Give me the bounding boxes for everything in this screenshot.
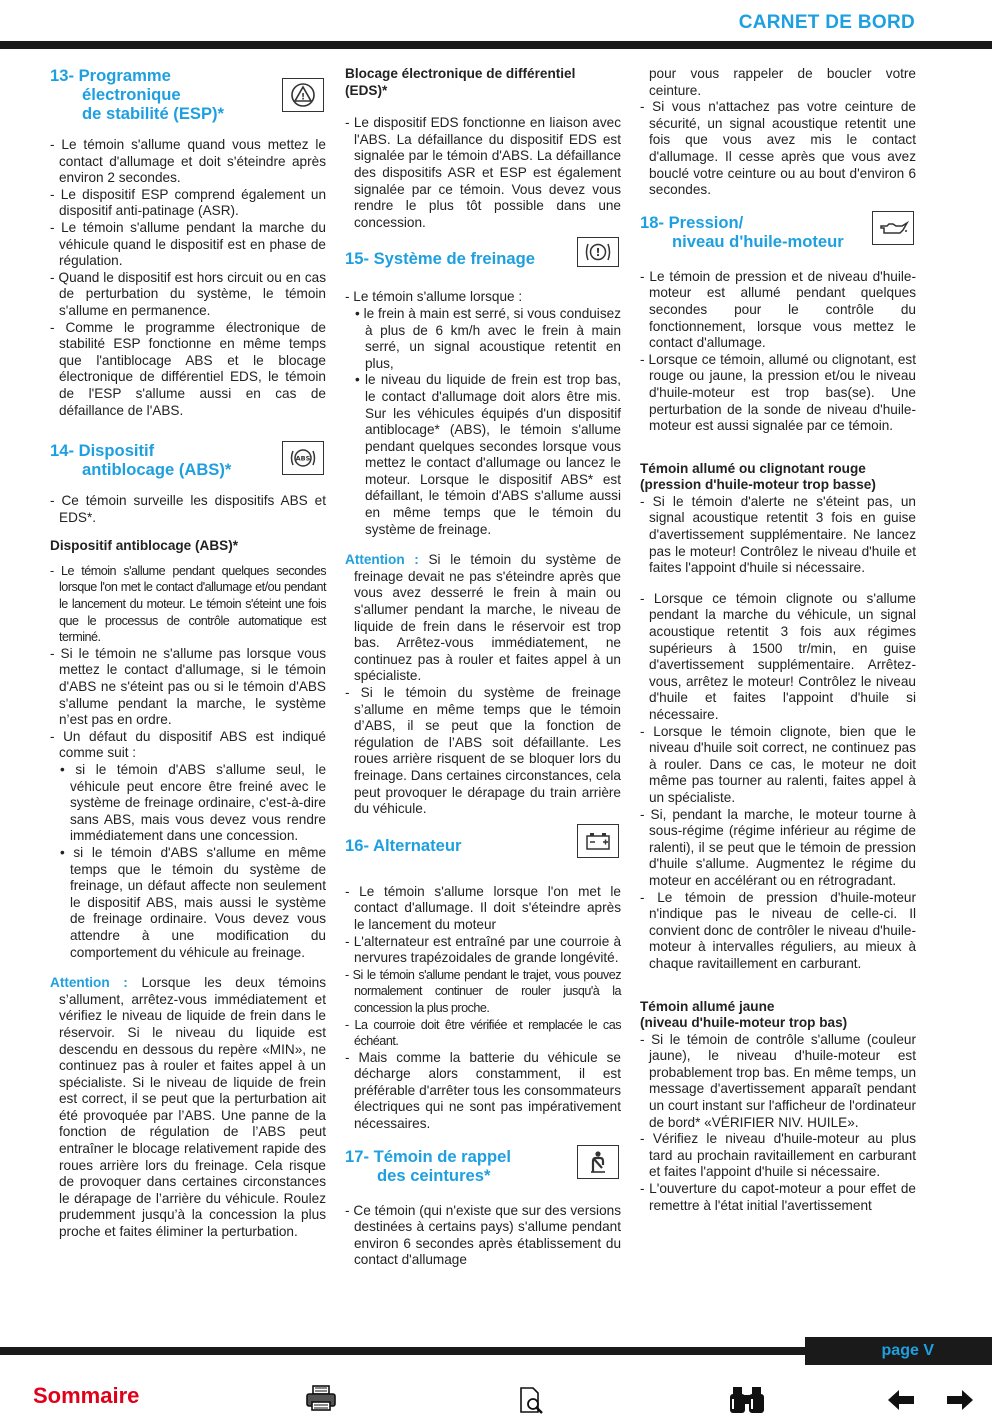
section-18-title: 18- Pression/ niveau d'huile-moteur bbox=[640, 212, 844, 251]
section-16-title: 16- Alternateur bbox=[345, 835, 462, 855]
section-17-heading bbox=[345, 1147, 621, 1189]
list-item: - Si le témoin s'allume pendant le trajet, vous pouvez normalement continuer de rouler jusqu'à la concession la plus proche. bbox=[345, 967, 621, 1015]
list-item: - Le témoin s'allume pendant la marche du véhicule quand le dispositif est en phase de régulation. bbox=[50, 219, 326, 269]
list-item: - Si le témoin de contrôle s'allume (couleur jaune), le niveau d'huile-moteur est probablement trop bas. En même temps, un message d'avertissement apparaît pendant un court instant sur l'afficheur de l'ordinateur de bord* «VÉRIFIER NIV. HUILE». bbox=[640, 1031, 916, 1130]
column-2 bbox=[345, 66, 621, 1269]
attention-note: Attention : Lorsque les deux témoins s’allument, arrêtez-vous immédiatement et vérifiez le niveau de liquide de frein dans le réservoir. Si le niveau du liquide est descendu en dessous du repère «MIN», ne continuez pas à rouler et faites appel à un spécialiste. Si le niveau de liquide de frein est correct, il se peut que la perturbation ait été provoquée par l’ABS. Une panne de la fonction de régulation de l’ABS peut entraîner le blocage relativement rapide des roues arrière lors du freinage. Cela risque de provoquer dans certaines circonstances le dérapage de l’arrière du véhicule. Roulez prudemment jusqu’à la concession la plus proche et faites éliminer la perturbation. bbox=[50, 975, 327, 1240]
list-item: - Le témoin de pression d'huile-moteur n'indique pas le niveau de celle-ci. Il convient donc de contrôler le niveau d'huile-moteur à intervalles réguliers, au mieux à chaque ravitaillement en carburant. bbox=[640, 889, 916, 971]
list-item: - Quand le dispositif est hors circuit ou en cas de perturbation du système, le témoin s'allume en permanence. bbox=[50, 269, 326, 318]
list-item: - Le témoin de pression et de niveau d'huile-moteur est allumé pendant quelques secondes pour le contrôle du fonctionnement, lorsque vous mettez le contact d'allumage. bbox=[640, 268, 916, 351]
list-item: - L'ouverture du capot-moteur a pour effet de remettre à l'état initial l'avertissement bbox=[640, 1181, 916, 1213]
list-item: - Lorsque le témoin clignote, bien que le niveau d'huile soit correct, ne continuez pas à rouler. Dans ce cas, le moteur ne doit même pas tourner au ralenti, faites appel à un spécialiste. bbox=[640, 723, 916, 805]
list-item: - Le dispositif ESP comprend également un dispositif anti-patinage (ASR). bbox=[50, 186, 326, 219]
section-15-title: 15- Système de freinage bbox=[345, 249, 535, 269]
list-item: - Mais comme la batterie du véhicule se décharge alors constamment, il est préférable d'arrêter tous les consommateurs électriques qui ne sont pas impérativement nécessaires. bbox=[345, 1049, 621, 1132]
list-item: - Si vous n'attachez pas votre ceinture de sécurité, un signal acoustique retentit une fois que vous avez mis le contact d'allumage. Il cesse après que vous avez bouclé votre ceinture ou au bout d'environ 6 secondes. bbox=[640, 99, 916, 198]
section-13-title: 13- Programme électronique de stabilité (ESP)* bbox=[50, 66, 225, 123]
document-search-icon[interactable] bbox=[518, 1386, 546, 1421]
bullet-item: • si le témoin d'ABS s'allume seul, le véhicule peut encore être freiné avec le système de freinage ordinaire, c'est-à-dire sans ABS, mais vous devez vous rendre immédiatement dans une concession. bbox=[60, 762, 326, 844]
list-item: - Si le témoin d'alerte ne s'éteint pas, un signal acoustique retentit 3 fois en guise d'avertissement supplémentaire. Ne lancez pas le moteur! Contrôlez le niveau d'huile et faites l'appoint d'huile si nécessaire. bbox=[640, 493, 916, 576]
column-1 bbox=[50, 66, 326, 1241]
list-item: - Le témoin s'allume pendant quelques secondes lorsque l'on met le contact d'allumage et/ou pendant le lancement du moteur. Le témoin s'éteint une fois que le processus de contrôle automatique est terminé. bbox=[50, 563, 326, 645]
list-item: - Comme le programme électronique de stabilité ESP fonctionne en même temps que l'antiblocage ABS et le blocage électronique de différentiel EDS, le témoin de l'ESP s'allume aussi en cas de défaillance de l'ABS. bbox=[50, 319, 326, 418]
list-item: - Si le témoin du système de freinage s’allume en même temps que le témoin d’ABS, il se peut que la fonction de régulation de l’ABS soit défaillante. Les roues arrière risquent de se bloquer lors du freinage. Dans certaines circonstances, cela peut provoquer le dérapage du train arrière du véhicule. bbox=[345, 685, 621, 817]
svg-text:!: ! bbox=[300, 92, 306, 103]
section-14-heading bbox=[50, 441, 326, 479]
header-bar bbox=[0, 41, 992, 49]
section-17-title: 17- Témoin de rappel des ceintures* bbox=[345, 1146, 511, 1185]
section-15-heading bbox=[345, 245, 621, 275]
list-item: - Si, pendant la marche, le moteur tourne à sous-régime (régime inférieur au régime de ralenti), il se peut que le témoin de pression d'huile s'allume. Augmentez le régime du moteur en accélérant ou en rétrogradant. bbox=[640, 806, 916, 888]
section-18-heading bbox=[640, 213, 916, 255]
printer-icon[interactable] bbox=[305, 1384, 337, 1417]
binoculars-icon[interactable] bbox=[728, 1385, 766, 1420]
oil-can-icon bbox=[872, 211, 914, 245]
subsection-title: Blocage électronique de différentiel (EDS)* bbox=[345, 66, 576, 98]
section-13-heading bbox=[50, 66, 326, 123]
list-item: - Le dispositif EDS fonctionne en liaison avec l'ABS. La défaillance du dispositif EDS est signalée par le témoin d'ABS. La défaillance des dispositifs ASR et ESP est également signalée par ce témoin. Vous devez vous rendre le plus tôt possible dans une concession. bbox=[345, 115, 621, 230]
list-item: - Lorsque ce témoin, allumé ou clignotant, est rouge ou jaune, la pression et/ou le niveau d'huile-moteur est trop bas(se). Une perturbation de la sonde de niveau d'huile-moteur est aussi signalée par ce témoin. bbox=[640, 351, 916, 434]
continued-text: pour vous rappeler de boucler votre ceinture. bbox=[649, 66, 916, 98]
subsection-title: Témoin allumé jaune (niveau d'huile-moteur trop bas) bbox=[640, 998, 848, 1031]
subsection-title: Dispositif antiblocage (ABS)* bbox=[50, 538, 239, 554]
esp-warning-icon bbox=[282, 78, 324, 112]
list-item: - La courroie doit être vérifiée et remplacée le cas échéant. bbox=[345, 1017, 621, 1049]
attention-note: Attention : Si le témoin du système de freinage devait ne pas s'éteindre après que vous avez desserré le frein à main ou s'allumer pendant la marche, le niveau de liquide de frein dans le réservoir est trop bas. Arrêtez-vous immédiatement, ne continuez pas à rouler et faites appel à un spécialiste. bbox=[345, 552, 622, 684]
list-item: - Lorsque ce témoin clignote ou s'allume pendant la marche du véhicule, un signal acoustique retentit 3 fois aux régimes supérieurs à 1500 tr/min, en guise d'avertissement supplémentaire. Arrêtez-vous, arrêtez le moteur! Contrôlez le niveau d'huile et faites l'appoint d'huile si nécessaire. bbox=[640, 590, 916, 722]
bullet-item: • si le témoin d'ABS s'allume en même temps que le témoin du système de freinage, un défaut affecte non seulement le dispositif ABS, mais aussi le système de freinage ordinaire. Vous devez vous attendre à une modification du comportement du véhicule au freinage. bbox=[60, 844, 326, 960]
svg-text:!: ! bbox=[595, 246, 601, 260]
seatbelt-icon bbox=[577, 1145, 619, 1179]
attention-label: Attention : bbox=[50, 975, 128, 991]
svg-text:ABS: ABS bbox=[295, 454, 311, 463]
bullet-item: • le niveau du liquide de frein est trop bas, le contact d'allumage doit alors être mis. Sur les véhicules équipés d'un dispositif antiblocage* (ABS), le témoin s'allume pendant quelques secondes lorsque vous mettez le contact d'allumage ou lancez le moteur. Lorsque le dispositif ABS* est défaillant, le témoin d'ABS s'allume aussi en même temps que le témoin du système de freinage. bbox=[355, 372, 621, 537]
list-item: - Si le témoin ne s'allume pas lorsque vous mettez le contact d'allumage, si le témoin d'ABS ne s'éteint pas ou si le témoin d'ABS s'allume pendant la marche, le système n’est pas en ordre. bbox=[50, 645, 326, 728]
list-item: - Un défaut du dispositif ABS est indiqué comme suit : bbox=[50, 728, 326, 761]
page-header-title: CARNET DE BORD bbox=[738, 12, 915, 33]
list-item: - Ce témoin surveille les dispositifs ABS et EDS*. bbox=[50, 493, 326, 525]
column-3 bbox=[640, 66, 916, 1214]
arrow-left-icon[interactable] bbox=[886, 1388, 916, 1417]
bullet-item: • le frein à main est serré, si vous conduisez à plus de 6 km/h avec le frein à main serré, un signal acoustique retentit en plus, bbox=[355, 305, 621, 371]
page-number: page V bbox=[805, 1337, 992, 1365]
list-item: - Le témoin s'allume lorsque l'on met le contact d'allumage. Il doit s'éteindre après le lancement du moteur bbox=[345, 883, 621, 932]
battery-icon bbox=[577, 824, 619, 858]
section-16-heading bbox=[345, 832, 621, 870]
subsection-title: Témoin allumé ou clignotant rouge (pression d'huile-moteur trop basse) bbox=[640, 460, 876, 493]
list-item: - Ce témoin (qui n'existe que sur des versions destinées à certains pays) s'allume pendant environ 6 secondes après établissement du contact d'allumage bbox=[345, 1202, 621, 1268]
section-14-title: 14- Dispositif antiblocage (ABS)* bbox=[50, 441, 232, 480]
arrow-right-icon[interactable] bbox=[945, 1388, 975, 1417]
list-item: - L'alternateur est entraîné par une courroie à nervures trapézoidales de grande longévité. bbox=[345, 933, 621, 966]
abs-warning-icon bbox=[282, 441, 324, 475]
list-item: - Vérifiez le niveau d'huile-moteur au plus tard au prochain ravitaillement en carburant et faites l'appoint d'huile si nécessaire. bbox=[640, 1131, 916, 1180]
list-item: - Le témoin s'allume quand vous mettez le contact d'allumage et doit s'éteindre après environ 2 secondes. bbox=[50, 137, 326, 186]
brake-warning-icon bbox=[577, 237, 619, 267]
attention-label: Attention : bbox=[345, 552, 419, 568]
list-item: - Le témoin s'allume lorsque : bbox=[345, 289, 523, 305]
sommaire-link[interactable]: Sommaire bbox=[33, 1383, 140, 1408]
